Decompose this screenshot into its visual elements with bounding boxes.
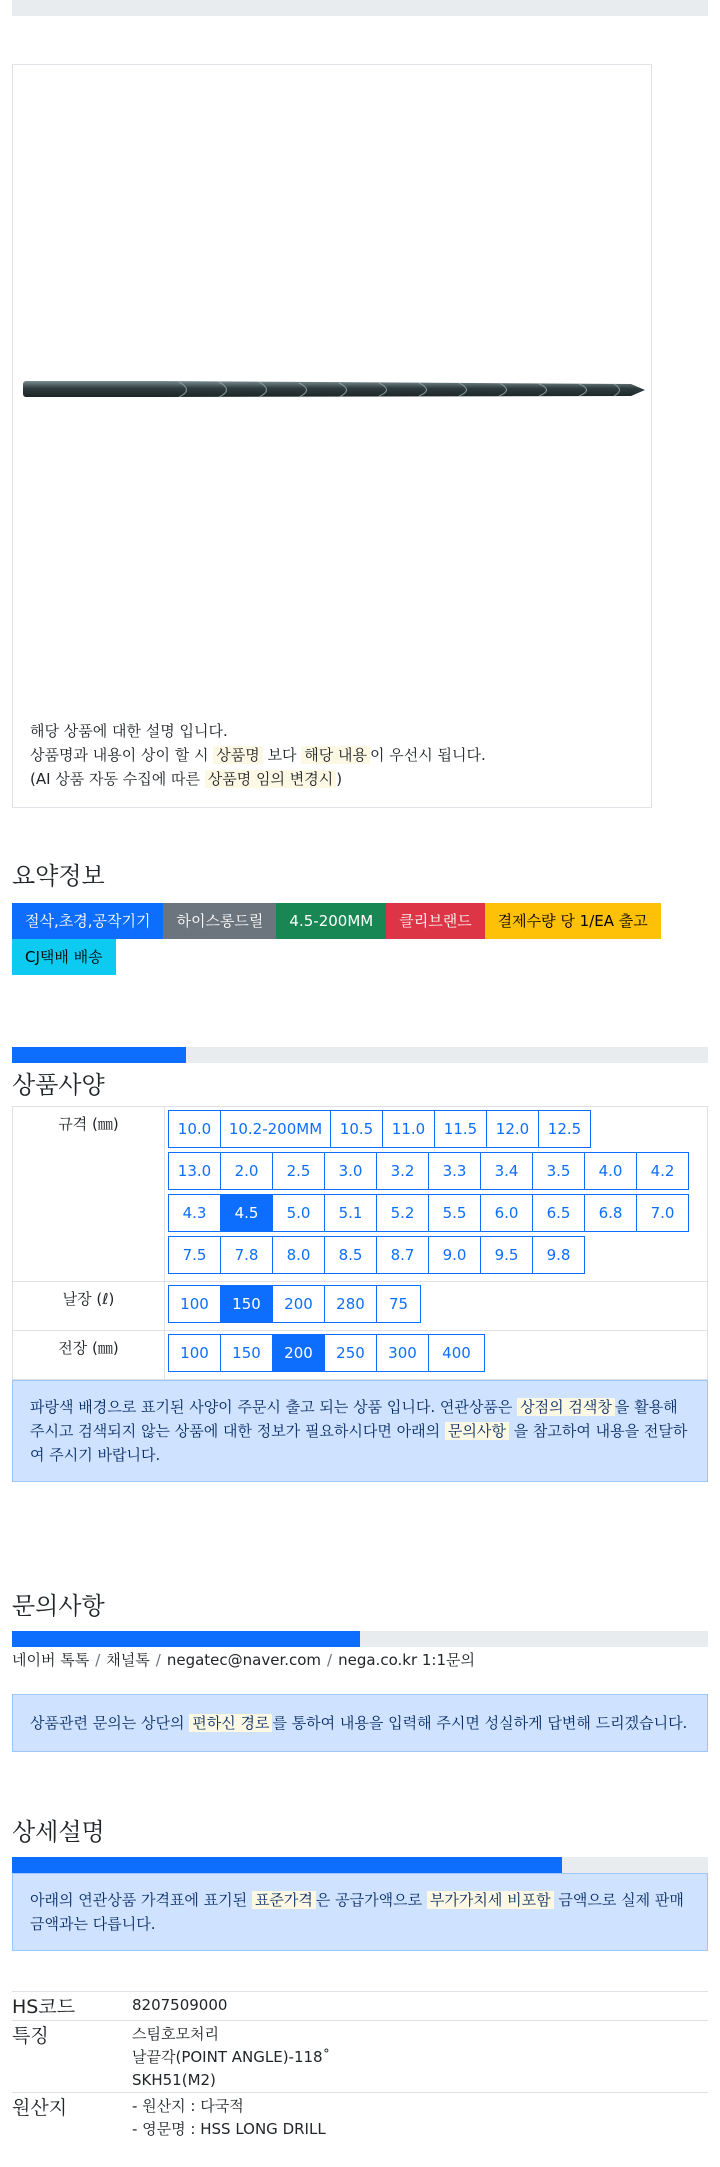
badge-size-range: 4.5-200MM bbox=[276, 903, 386, 939]
feature-item: SKH51(M2) bbox=[132, 2071, 216, 2089]
spec-row-flute bbox=[13, 1282, 708, 1331]
info-row-hs-code bbox=[12, 1992, 708, 2021]
inquiry-progress-fill bbox=[12, 1631, 360, 1647]
size-option[interactable]: 8.5 bbox=[324, 1236, 377, 1274]
flute-options bbox=[168, 1285, 707, 1327]
size-options-row-2 bbox=[168, 1152, 707, 1194]
spec-section bbox=[12, 1047, 708, 1482]
size-option[interactable]: 2.0 bbox=[220, 1152, 273, 1190]
size-option[interactable]: 4.3 bbox=[168, 1194, 221, 1232]
size-option[interactable]: 12.0 bbox=[486, 1110, 539, 1148]
size-option[interactable]: 7.5 bbox=[168, 1236, 221, 1274]
size-option[interactable]: 3.0 bbox=[324, 1152, 377, 1190]
hs-code-label: HS코드 bbox=[12, 1992, 132, 2021]
origin-label: 원산지 bbox=[12, 2093, 132, 2142]
size-option[interactable]: 3.5 bbox=[532, 1152, 585, 1190]
info-row-features bbox=[12, 2021, 708, 2093]
size-option[interactable]: 5.0 bbox=[272, 1194, 325, 1232]
size-option[interactable]: 5.2 bbox=[376, 1194, 429, 1232]
summary-section bbox=[12, 856, 708, 975]
size-option[interactable]: 5.5 bbox=[428, 1194, 481, 1232]
spec-row-total bbox=[13, 1331, 708, 1380]
flute-option-selected[interactable]: 150 bbox=[220, 1285, 273, 1323]
badge-category: 절삭,초경,공작기기 bbox=[12, 903, 163, 939]
total-length-option[interactable]: 100 bbox=[168, 1334, 221, 1372]
highlight-preferred-route: 편하신 경로 bbox=[189, 1714, 272, 1732]
summary-title: 요약정보 bbox=[12, 862, 105, 890]
contact-naver-talk[interactable]: 네이버 톡톡 bbox=[12, 1651, 90, 1669]
size-option[interactable]: 3.3 bbox=[428, 1152, 481, 1190]
badge-shipping-unit: 결제수량 당 1/EA 출고 bbox=[485, 903, 661, 939]
flute-option[interactable]: 200 bbox=[272, 1285, 325, 1323]
size-option[interactable]: 7.0 bbox=[636, 1194, 689, 1232]
total-length-option[interactable]: 400 bbox=[428, 1334, 485, 1372]
contact-site-inquiry[interactable]: nega.co.kr 1:1문의 bbox=[338, 1651, 475, 1669]
product-description bbox=[30, 719, 486, 791]
spec-progress-fill bbox=[12, 1047, 186, 1063]
origin-item: - 영문명 : HSS LONG DRILL bbox=[132, 2120, 326, 2138]
detail-section bbox=[12, 1812, 708, 2141]
info-row-origin bbox=[12, 2093, 708, 2142]
size-option[interactable]: 10.5 bbox=[330, 1110, 383, 1148]
size-option[interactable]: 5.1 bbox=[324, 1194, 377, 1232]
size-option[interactable]: 3.4 bbox=[480, 1152, 533, 1190]
total-length-option[interactable]: 150 bbox=[220, 1334, 273, 1372]
contact-links: 네이버 톡톡 / 채널톡 / negatec@naver.com / nega.co.kr 1:1문의 bbox=[12, 1651, 475, 1669]
highlight-inquiry: 문의사항 bbox=[445, 1422, 509, 1440]
size-option[interactable]: 9.5 bbox=[480, 1236, 533, 1274]
size-option[interactable]: 10.0 bbox=[168, 1110, 221, 1148]
size-option[interactable]: 7.8 bbox=[220, 1236, 273, 1274]
contact-channel-talk[interactable]: 채널톡 bbox=[106, 1651, 150, 1669]
product-info-table bbox=[12, 1991, 708, 2141]
contact-email[interactable]: negatec@naver.com bbox=[166, 1651, 322, 1669]
size-options-row-3 bbox=[168, 1194, 707, 1236]
flute-option[interactable]: 100 bbox=[168, 1285, 221, 1323]
size-option[interactable]: 11.0 bbox=[382, 1110, 435, 1148]
size-option[interactable]: 3.2 bbox=[376, 1152, 429, 1190]
features-label: 특징 bbox=[12, 2021, 132, 2093]
spec-title: 상품사양 bbox=[12, 1071, 105, 1099]
size-option[interactable]: 6.0 bbox=[480, 1194, 533, 1232]
inquiry-progress-bar bbox=[12, 1631, 708, 1647]
highlight-vat-excluded: 부가가치세 비포함 bbox=[427, 1891, 554, 1909]
long-drill-image bbox=[19, 375, 647, 405]
product-image-card bbox=[12, 64, 652, 808]
spec-table bbox=[12, 1106, 708, 1380]
description-line-1: 해당 상품에 대한 설명 입니다. bbox=[30, 722, 228, 740]
detail-progress-bar bbox=[12, 1857, 708, 1873]
badge-brand: 클리브랜드 bbox=[386, 903, 484, 939]
highlight-search-box: 상점의 검색창 bbox=[517, 1398, 615, 1416]
badge-product-type: 하이스롱드릴 bbox=[163, 903, 276, 939]
size-option[interactable]: 6.5 bbox=[532, 1194, 585, 1232]
badge-delivery: CJ택배 배송 bbox=[12, 939, 116, 975]
size-options-row-1 bbox=[168, 1110, 707, 1152]
description-line-3: (AI 상품 자동 수집에 따른 상품명 임의 변경시 ) bbox=[30, 770, 343, 788]
spec-notice: 파랑색 배경으로 표기된 사양이 주문시 출고 되는 상품 입니다. 연관상품은 상점의 검색창 을 활용해 주시고 검색되지 않는 상품에 대한 정보가 필요하시다면 아래의 문의사항 을 참고하여 내용을 전달하여 주시기 바랍니다. bbox=[12, 1380, 708, 1482]
size-options-row-4 bbox=[168, 1236, 707, 1278]
feature-item: 날끝각(POINT ANGLE)-118˚ bbox=[132, 2048, 331, 2066]
size-option[interactable]: 6.8 bbox=[584, 1194, 637, 1232]
size-option[interactable]: 11.5 bbox=[434, 1110, 487, 1148]
spec-row-size bbox=[13, 1107, 708, 1282]
inquiry-notice: 상품관련 문의는 상단의 편하신 경로 를 통하여 내용을 입력해 주시면 성실하게 답변해 드리겠습니다. bbox=[12, 1694, 708, 1752]
summary-badges bbox=[12, 903, 708, 975]
feature-item: 스팀호모처리 bbox=[132, 2025, 219, 2043]
size-option[interactable]: 4.2 bbox=[636, 1152, 689, 1190]
size-option[interactable]: 8.0 bbox=[272, 1236, 325, 1274]
highlight-name-change: 상품명 임의 변경시 bbox=[205, 770, 336, 788]
detail-progress-fill bbox=[12, 1857, 562, 1873]
highlight-standard-price: 표준가격 bbox=[252, 1891, 316, 1909]
size-option[interactable]: 4.0 bbox=[584, 1152, 637, 1190]
size-option-selected[interactable]: 4.5 bbox=[220, 1194, 273, 1232]
total-length-option[interactable]: 300 bbox=[376, 1334, 429, 1372]
total-length-option[interactable]: 250 bbox=[324, 1334, 377, 1372]
size-option[interactable]: 12.5 bbox=[538, 1110, 591, 1148]
inquiry-section bbox=[12, 1586, 708, 1752]
total-length-option-selected[interactable]: 200 bbox=[272, 1334, 325, 1372]
flute-label: 날장 (ℓ) bbox=[13, 1282, 165, 1331]
size-option[interactable]: 9.8 bbox=[532, 1236, 585, 1274]
size-option[interactable]: 13.0 bbox=[168, 1152, 221, 1190]
hs-code-value: 8207509000 bbox=[132, 1992, 708, 2021]
size-option[interactable]: 2.5 bbox=[272, 1152, 325, 1190]
size-label: 규격 (㎜) bbox=[13, 1107, 165, 1282]
detail-title: 상세설명 bbox=[12, 1818, 105, 1846]
origin-item: - 원산지 : 다국적 bbox=[132, 2097, 244, 2115]
inquiry-title: 문의사항 bbox=[12, 1592, 105, 1620]
detail-notice: 아래의 연관상품 가격표에 표기된 표준가격 은 공급가액으로 부가가치세 비포함 금액으로 실제 판매금액과는 다릅니다. bbox=[12, 1873, 708, 1951]
size-option[interactable]: 8.7 bbox=[376, 1236, 429, 1274]
flute-option[interactable]: 280 bbox=[324, 1285, 377, 1323]
description-line-2: 상품명과 내용이 상이 할 시 상품명 보다 해당 내용 이 우선시 됩니다. bbox=[30, 746, 486, 764]
top-progress-bar bbox=[12, 0, 708, 16]
size-option[interactable]: 9.0 bbox=[428, 1236, 481, 1274]
spec-progress-bar bbox=[12, 1047, 708, 1063]
flute-option[interactable]: 75 bbox=[376, 1285, 421, 1323]
highlight-content: 해당 내용 bbox=[301, 746, 370, 764]
total-length-options bbox=[168, 1334, 707, 1376]
highlight-product-name: 상품명 bbox=[213, 746, 262, 764]
size-option[interactable]: 10.2-200MM bbox=[220, 1110, 331, 1148]
total-length-label: 전장 (㎜) bbox=[13, 1331, 165, 1380]
